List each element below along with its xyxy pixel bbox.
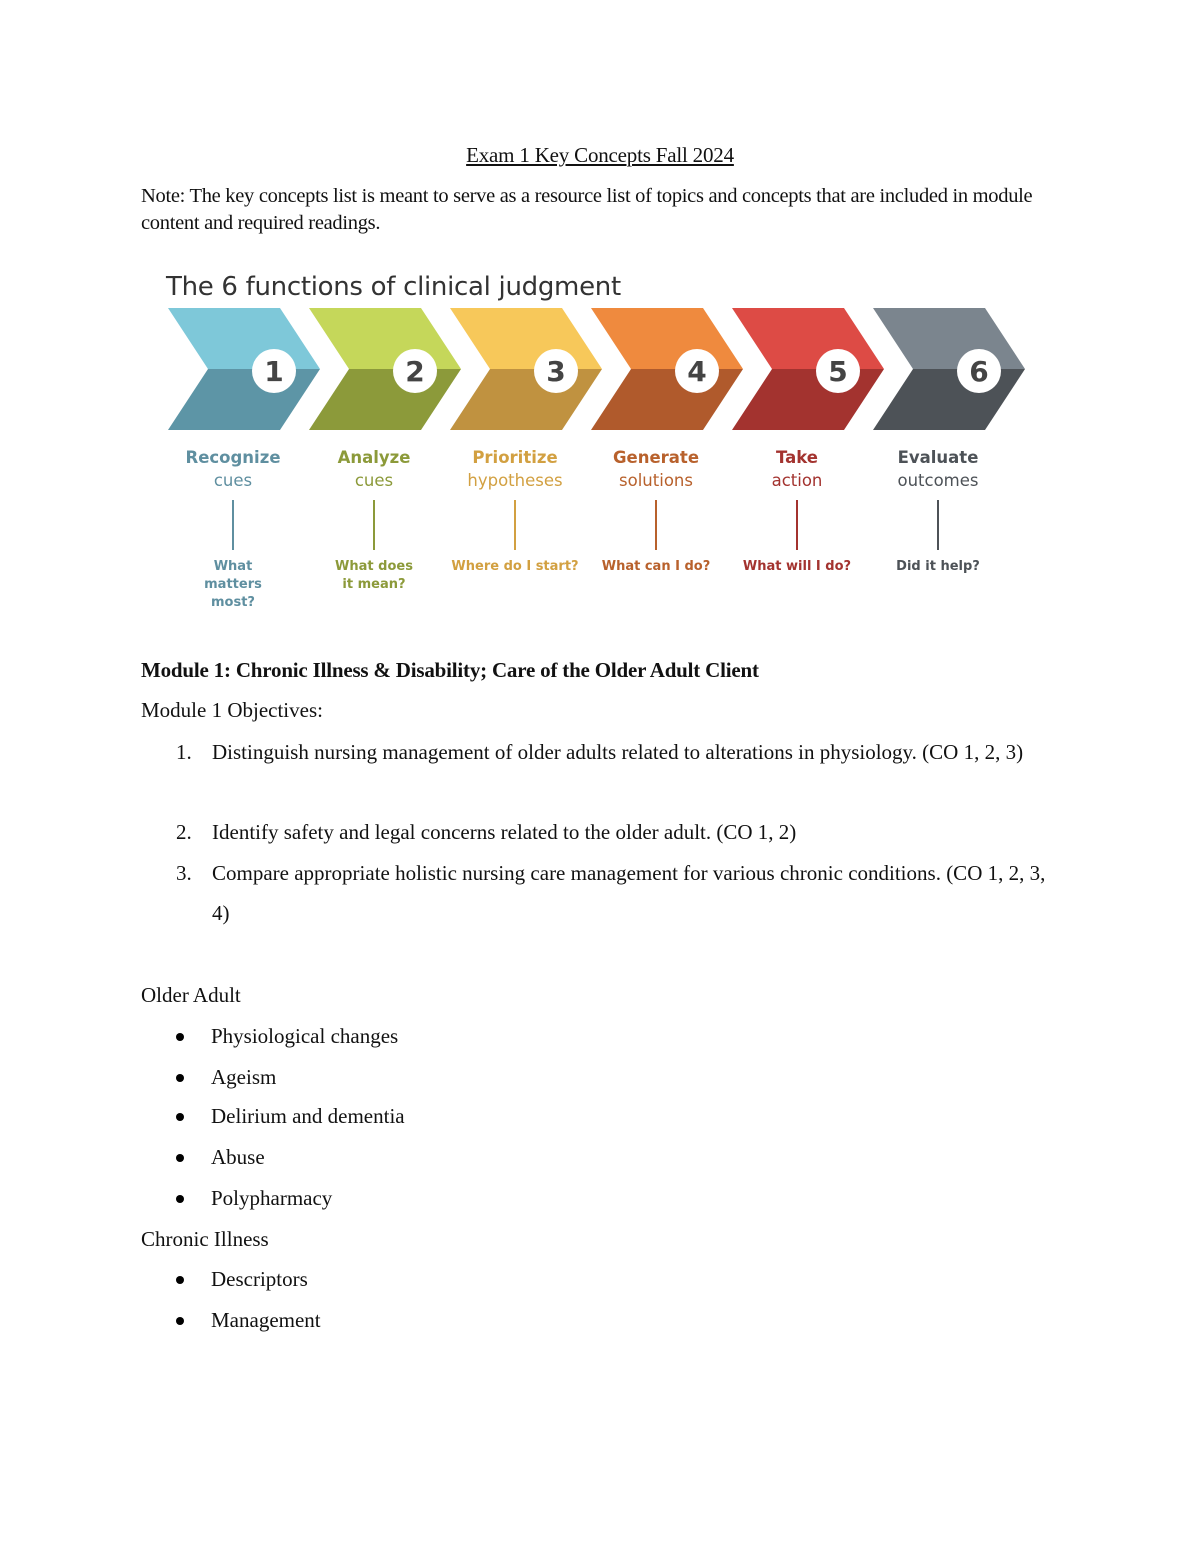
objective-item (176, 812, 1056, 852)
bullet-icon (176, 1195, 184, 1203)
step-label-line: solutions (619, 471, 693, 490)
objective-number: 1. (176, 740, 192, 764)
step-label (722, 446, 872, 492)
chevron-top (732, 308, 884, 369)
chevron-bottom (591, 369, 743, 430)
bullet-icon (176, 1074, 184, 1082)
step-divider (655, 500, 657, 550)
section-label-older-adult: Older Adult (141, 983, 241, 1007)
chevron-bottom (450, 369, 602, 430)
chevron-step-4 (591, 308, 743, 430)
chevron-row (160, 308, 1070, 438)
chevron-bottom (168, 369, 320, 430)
step-label-line: hypotheses (467, 471, 563, 490)
step-label-line: outcomes (897, 471, 979, 490)
bullet-text: Ageism (211, 1065, 277, 1089)
objective-item (176, 853, 1056, 933)
objective-text: Compare appropriate holistic nursing care management for various chronic conditions. (CO 1, 2, 3, 4) (212, 861, 1046, 925)
clinical-judgment-figure (160, 262, 1070, 610)
bullet-text: Delirium and dementia (211, 1104, 405, 1128)
chevron-bottom (732, 369, 884, 430)
step-divider (373, 500, 375, 550)
step-number: 3 (546, 355, 566, 388)
step-divider (796, 500, 798, 550)
step-question: What matters most? (204, 559, 262, 610)
bullet-icon (176, 1113, 184, 1121)
chevron-step-5 (732, 308, 884, 430)
step-question: What can I do? (601, 559, 711, 574)
step-label-line: Generate (612, 448, 700, 467)
document-note: Note: The key concepts list is meant to serve as a resource list of topics and concepts that are included in module content and required readings. (141, 185, 1033, 234)
chevron-step-1 (168, 308, 320, 430)
step-label-line: Prioritize (472, 448, 558, 467)
document-title: Exam 1 Key Concepts Fall 2024 (466, 143, 734, 167)
chevron-top (591, 308, 743, 369)
bullet-text: Polypharmacy (211, 1186, 333, 1210)
step-label-line: cues (354, 471, 394, 490)
step-number: 5 (828, 355, 848, 388)
objective-number: 2. (176, 820, 192, 844)
step-divider (232, 500, 234, 550)
objective-item (176, 732, 1056, 772)
step-divider (514, 500, 516, 550)
chevron-top (873, 308, 1025, 369)
module-heading: Module 1: Chronic Illness & Disability; Care of the Older Adult Client (141, 658, 759, 682)
step-label-line: Recognize (185, 448, 281, 467)
step-question: Did it help? (896, 559, 980, 574)
chevron-bottom (309, 369, 461, 430)
step-label-line: Take (776, 448, 818, 467)
chevron-step-3 (450, 308, 602, 430)
step-question: What will I do? (742, 559, 852, 574)
objective-text: Distinguish nursing management of older adults related to alterations in physiology. (CO 1, 2, 3) (212, 740, 1024, 764)
step-label (158, 446, 308, 492)
bullet-icon (176, 1033, 184, 1041)
bullet-icon (176, 1276, 184, 1284)
section-label-chronic-illness: Chronic Illness (141, 1227, 269, 1251)
objective-number: 3. (176, 861, 192, 885)
step-label (299, 446, 449, 492)
objectives-label: Module 1 Objectives: (141, 698, 323, 722)
step-label-line: Evaluate (897, 448, 979, 467)
bullet-icon (176, 1154, 184, 1162)
step-question: What does it mean? (335, 559, 413, 592)
step-label-line: Analyze (337, 448, 411, 467)
bullet-text: Management (211, 1308, 321, 1332)
step-question: Where do I start? (451, 559, 579, 574)
figure-title: The 6 functions of clinical judgment (166, 272, 621, 302)
chevron-step-6 (873, 308, 1025, 430)
step-label-line: action (771, 471, 823, 490)
chevron-step-2 (309, 308, 461, 430)
step-label-line: cues (213, 471, 253, 490)
chevron-bottom (873, 369, 1025, 430)
chevron-top (168, 308, 320, 369)
chevron-top (309, 308, 461, 369)
step-number: 1 (264, 355, 284, 388)
chevron-top (450, 308, 602, 369)
bullet-text: Descriptors (211, 1267, 308, 1291)
step-label (440, 446, 590, 492)
step-divider (937, 500, 939, 550)
bullet-icon (176, 1317, 184, 1325)
step-number: 2 (405, 355, 425, 388)
step-number: 4 (687, 355, 707, 388)
step-label (863, 446, 1013, 492)
objective-text: Identify safety and legal concerns related to the older adult. (CO 1, 2) (212, 820, 797, 844)
bullet-text: Abuse (211, 1145, 265, 1169)
bullet-text: Physiological changes (211, 1024, 399, 1048)
step-number: 6 (969, 355, 989, 388)
step-label (581, 446, 731, 492)
